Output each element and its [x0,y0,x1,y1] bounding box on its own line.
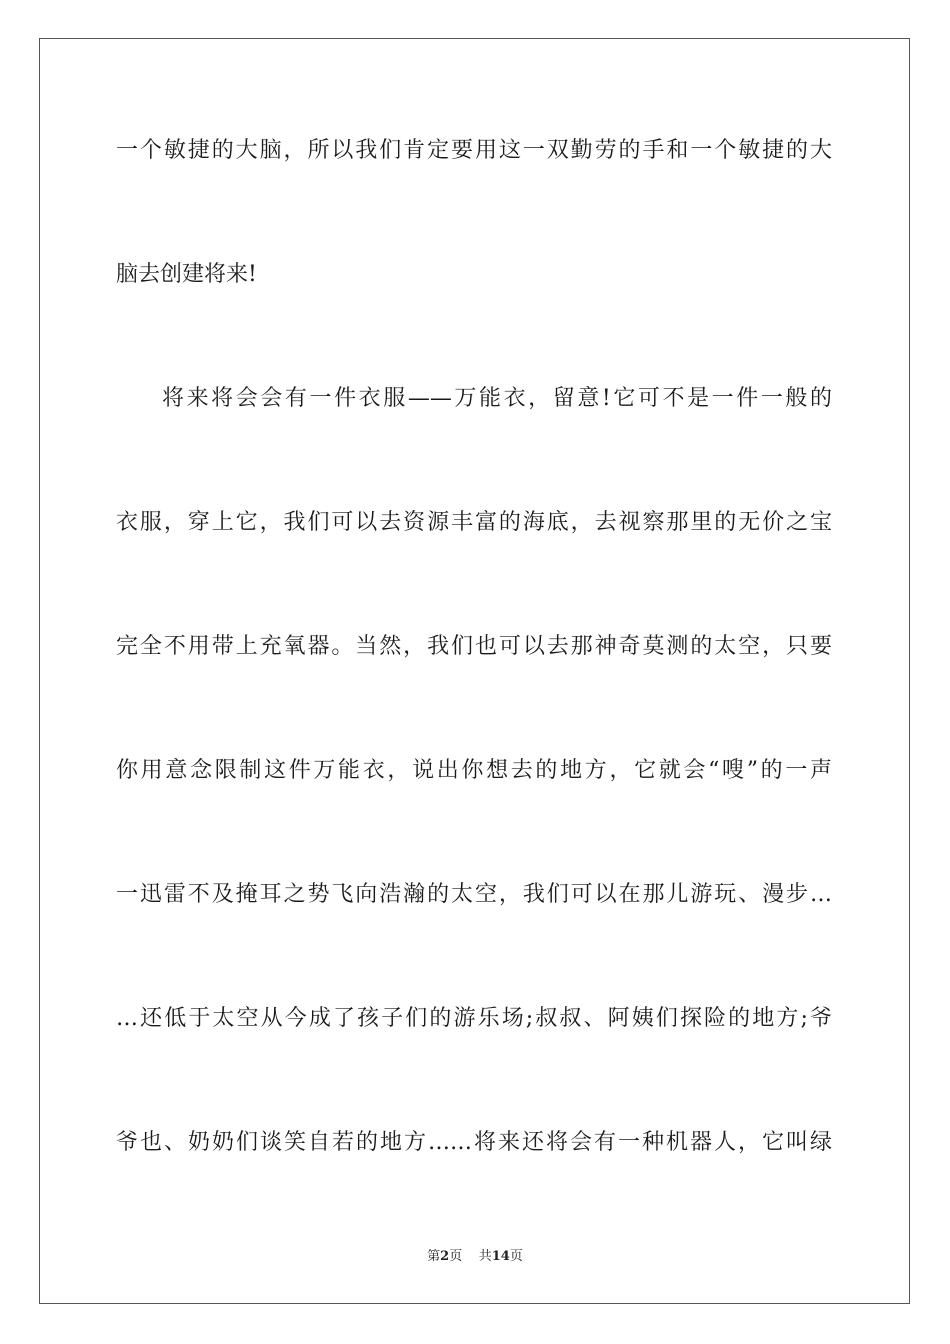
text-line-8: …还低于太空从今成了孩子们的游乐场;叔叔、阿姨们探险的地方;爷 [116,1006,832,1031]
page-suffix: 页 [449,1249,463,1264]
total-suffix: 页 [509,1249,523,1264]
page-border [39,38,910,1304]
total-prefix: 共 [478,1249,492,1264]
page-prefix: 第 [427,1249,441,1264]
text-line-6: 你用意念限制这件万能衣，说出你想去的地方，它就会“嗖”的一声 [116,758,832,783]
text-line-9: 爷也、奶奶们谈笑自若的地方……将来还将会有一种机器人，它叫绿 [116,1130,832,1155]
text-line-1: 一个敏捷的大脑，所以我们肯定要用这一双勤劳的手和一个敏捷的大 [116,138,832,163]
text-line-3: 将来将会会有一件衣服——万能衣，留意!它可不是一件一般的 [162,386,832,411]
page-footer [0,1249,950,1265]
total-pages: 14 [491,1249,510,1264]
text-line-2: 脑去创建将来! [116,262,257,287]
text-line-4: 衣服，穿上它，我们可以去资源丰富的海底，去视察那里的无价之宝 [116,510,832,535]
text-line-7: 一迅雷不及掩耳之势飞向浩瀚的太空，我们可以在那儿游玩、漫步… [116,882,832,907]
page-number: 2 [440,1249,450,1264]
text-line-5: 完全不用带上充氧器。当然，我们也可以去那神奇莫测的太空，只要 [116,634,832,659]
